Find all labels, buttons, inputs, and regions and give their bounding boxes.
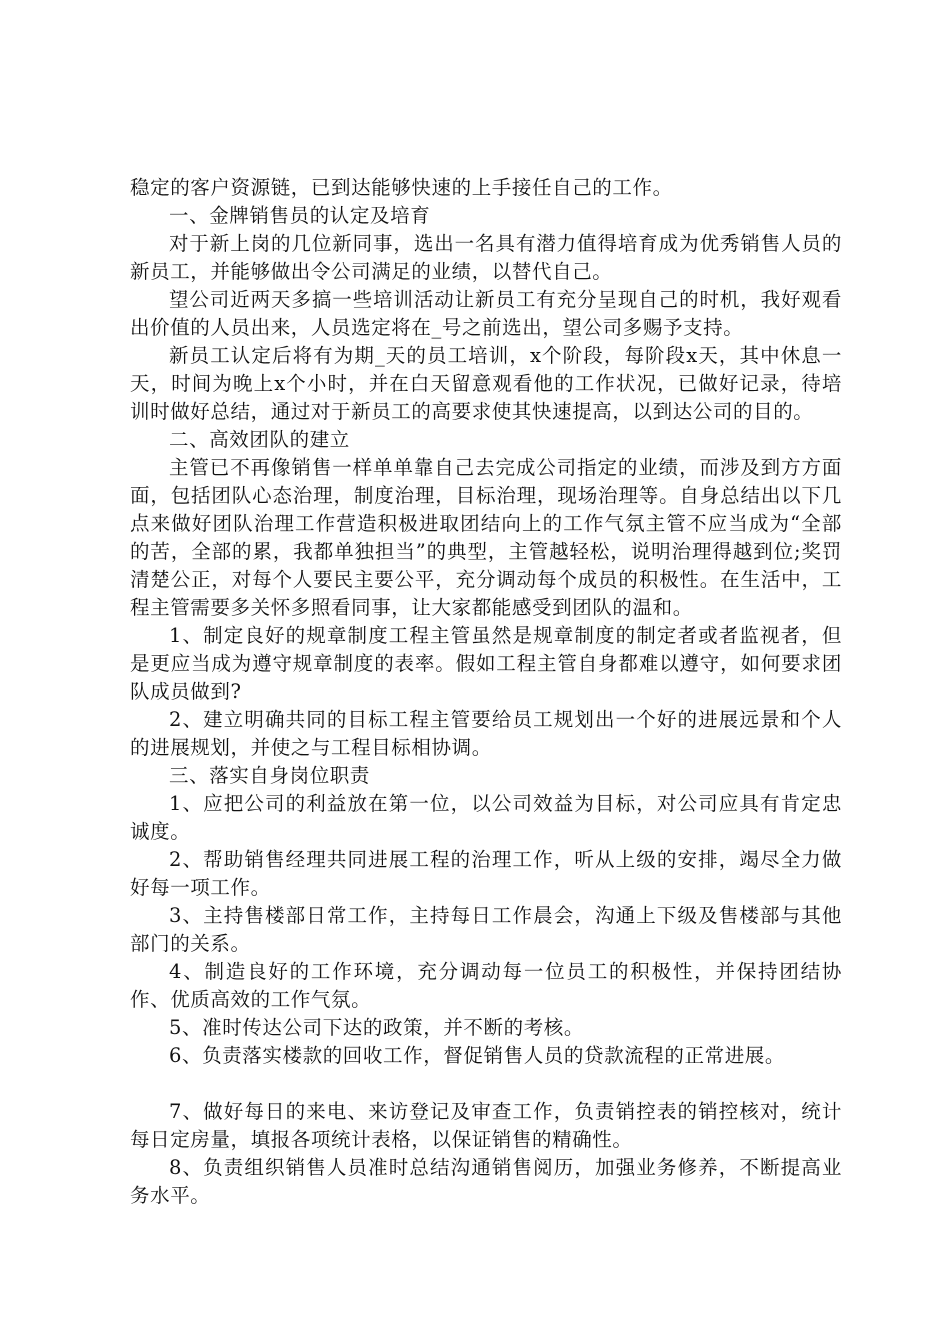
blank-line bbox=[130, 1070, 842, 1098]
paragraph: 主管已不再像销售一样单单靠自己去完成公司指定的业绩，而涉及到方方面面，包括团队心态治理，制度治理，目标治理，现场治理等。自身总结出以下几点来做好团队治理工作营造积极进取团结向上的工作气氛主管不应当成为“全部的苦，全部的累，我都单独担当”的典型，主管越轻松，说明治理得越到位;奖罚清楚公正，对每个人要民主要公平，充分调动每个成员的积极性。在生活中，工程主管需要多关怀多照看同事，让大家都能感受到团队的温和。 bbox=[130, 456, 842, 619]
list-item: 2、建立明确共同的目标工程主管要给员工规划出一个好的进展远景和个人的进展规划，并使之与工程目标相协调。 bbox=[130, 708, 842, 759]
paragraph-continuation: 稳定的客户资源链，已到达能够快速的上手接任自己的工作。 bbox=[130, 176, 673, 199]
list-item: 7、做好每日的来电、来访登记及审查工作，负责销控表的销控核对，统计每日定房量，填报各项统计表格，以保证销售的精确性。 bbox=[130, 1100, 842, 1151]
list-item: 8、负责组织销售人员准时总结沟通销售阅历，加强业务修养，不断提高业务水平。 bbox=[130, 1156, 842, 1207]
document-body bbox=[130, 174, 842, 1210]
list-item: 3、主持售楼部日常工作，主持每日工作晨会，沟通上下级及售楼部与其他部门的关系。 bbox=[130, 904, 842, 955]
list-item: 6、负责落实楼款的回收工作，督促销售人员的贷款流程的正常进展。 bbox=[169, 1044, 786, 1067]
list-item: 1、制定良好的规章制度工程主管虽然是规章制度的制定者或者监视者，但是更应当成为遵守规章制度的表率。假如工程主管自身都难以遵守，如何要求团队成员做到? bbox=[130, 624, 842, 703]
section-heading-3: 三、落实自身岗位职责 bbox=[169, 764, 371, 787]
section-heading-1: 一、金牌销售员的认定及培育 bbox=[169, 204, 431, 227]
list-item: 5、准时传达公司下达的政策，并不断的考核。 bbox=[169, 1016, 585, 1039]
list-item: 1、应把公司的利益放在第一位，以公司效益为目标，对公司应具有肯定忠诚度。 bbox=[130, 792, 842, 843]
list-item: 4、制造良好的工作环境，充分调动每一位员工的积极性，并保持团结协作、优质高效的工作气氛。 bbox=[130, 960, 842, 1011]
paragraph: 对于新上岗的几位新同事，选出一名具有潜力值得培育成为优秀销售人员的新员工，并能够做出令公司满足的业绩，以替代自己。 bbox=[130, 232, 842, 283]
paragraph: 望公司近两天多搞一些培训活动让新员工有充分呈现自己的时机，我好观看出价值的人员出来，人员选定将在_号之前选出，望公司多赐予支持。 bbox=[130, 288, 842, 339]
section-heading-2: 二、高效团队的建立 bbox=[169, 428, 350, 451]
list-item: 2、帮助销售经理共同进展工程的治理工作，听从上级的安排，竭尽全力做好每一项工作。 bbox=[130, 848, 842, 899]
paragraph: 新员工认定后将有为期_天的员工培训，x个阶段，每阶段x天，其中休息一天，时间为晚上x个小时，并在白天留意观看他的工作状况，已做好记录，待培训时做好总结，通过对于新员工的高要求使其快速提高，以到达公司的目的。 bbox=[130, 344, 842, 423]
